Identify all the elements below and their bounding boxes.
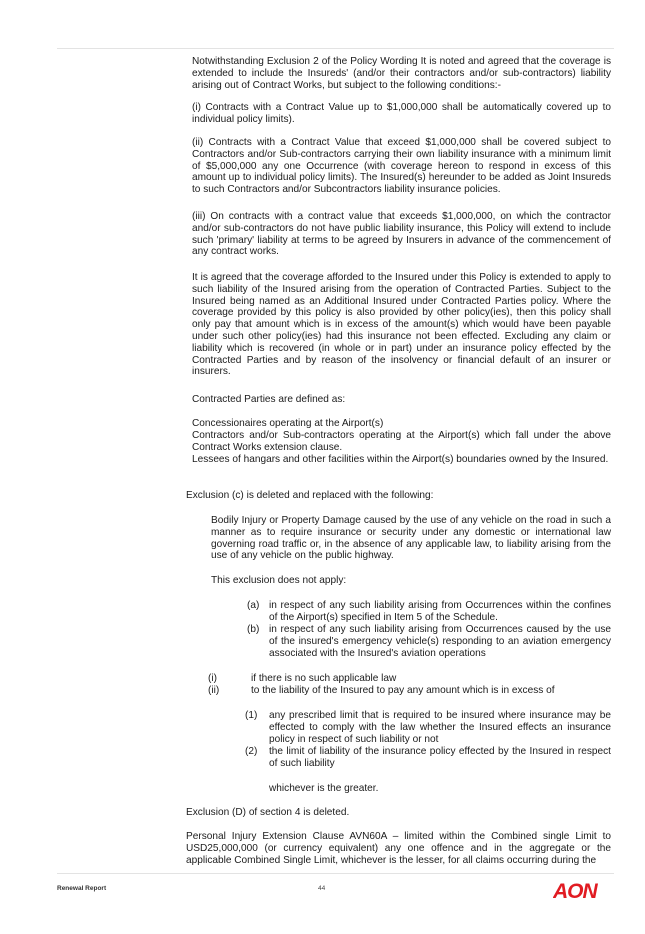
- paragraph-condition-iii: (iii) On contracts with a contract value that exceeds $1,000,000, on which the contractor and/or sub-contractors do not have public liability insurance, this Policy will extend to include such 'primary' liability at terms to be agreed by Insurers in advance of the commencement of any contract works.: [192, 211, 611, 258]
- list-item-text: in respect of any such liability arising from Occurrences within the confines of the Airport(s) specified in Item 5 of the Schedule.: [269, 600, 611, 623]
- paragraph-whichever-greater: whichever is the greater.: [269, 783, 379, 794]
- list-item-text: in respect of any such liability arising from Occurrences caused by the use of the insured's emergency vehicle(s) responding to an aviation emergency associated with the Insured's aviation operations: [269, 624, 611, 659]
- list-item-text: to the liability of the Insured to pay any amount which is in excess of: [251, 685, 555, 696]
- list-marker: (2): [245, 746, 258, 757]
- list-item-text: if there is no such applicable law: [251, 673, 397, 684]
- footer-report-title: Renewal Report: [57, 885, 107, 892]
- list-marker: (b): [247, 624, 260, 635]
- list-item: [245, 746, 611, 770]
- paragraph-contractors: Contractors and/or Sub-contractors operating at the Airport(s) which fall under the above Contract Works extension clause.: [192, 430, 611, 453]
- paragraph-exclusion-not-apply: This exclusion does not apply:: [211, 575, 347, 586]
- paragraph-concessionaires: Concessionaires operating at the Airport(s): [192, 418, 384, 429]
- paragraph-condition-ii: (ii) Contracts with a Contract Value that exceed $1,000,000 shall be covered subject to Contractors and/or Sub-contractors carrying their own liability insurance with a minimum limit of $5,000,000 any one Occurrence (with coverage hereon to respond in excess of this amount up to individual policy limits). The Insured(s) hereunder to be added as Joint Insureds to such Contractors and/or Subcontractors liability insurance policies.: [192, 137, 611, 196]
- list-item: [208, 685, 611, 697]
- paragraph-condition-i: (i) Contracts with a Contract Value up to $1,000,000 shall be automatically covered up to individual policy limits).: [192, 102, 611, 125]
- paragraph-contracted-parties-defined: Contracted Parties are defined as:: [192, 394, 346, 405]
- paragraph-contract-works: Notwithstanding Exclusion 2 of the Policy Wording It is noted and agreed that the coverage is extended to include the Insureds' (and/or their contractors and/or sub-contractors) liability arising out of Contract Works, but subject to the following conditions:-: [192, 56, 611, 91]
- paragraph-lessees: Lessees of hangars and other facilities within the Airport(s) boundaries owned by the Insured.: [192, 454, 609, 465]
- header-divider: [57, 48, 614, 49]
- page-number: 44: [318, 885, 326, 892]
- footer-divider: [57, 873, 614, 874]
- list-item: [208, 673, 611, 685]
- paragraph-exclusion-d: Exclusion (D) of section 4 is deleted.: [186, 807, 350, 818]
- aon-logo: [553, 879, 607, 901]
- list-marker: (i): [208, 673, 217, 684]
- list-item: [245, 710, 611, 746]
- aon-logo-wordmark: AON: [553, 880, 597, 901]
- paragraph-personal-injury: Personal Injury Extension Clause AVN60A – limited within the Combined single Limit to USD25,000,000 (or currency equivalent) any one offence and in the aggregate or the applicable Combined Single Limit, whichever is the lesser, for all claims occurring during the: [186, 831, 611, 866]
- list-marker: (1): [245, 710, 258, 721]
- list-marker: (a): [247, 600, 260, 611]
- list-item-text: any prescribed limit that is required to be insured where insurance may be effected to comply with the law whether the Insured effects an insurance policy in respect of such liability or not: [269, 710, 611, 745]
- list-marker: (ii): [208, 685, 220, 696]
- list-item: [247, 600, 611, 624]
- list-item-text: the limit of liability of the insurance policy effected by the Insured in respect of such liability: [269, 746, 611, 769]
- paragraph-contracted-parties-coverage: It is agreed that the coverage afforded to the Insured under this Policy is extended to apply to such liability of the Insured arising from the operation of Contracted Parties. Subject to the Insured being named as an Additional Insured under Contracted Parties policy. Where the coverage provided by this policy is also provided by other policy(ies), then this policy shall only pay that amount which is in excess of the amount(s) which would have been payable under such other policy(ies) had this insurance not been effected. Excluding any claim or liability which is recovered (in whole or in part) under an insurance policy effected by the Contracted Parties and by reason of the insolvency or financial default of an insurer or insurers.: [192, 272, 611, 378]
- paragraph-exclusion-c: Exclusion (c) is deleted and replaced with the following:: [186, 490, 434, 501]
- paragraph-bodily-injury: Bodily Injury or Property Damage caused by the use of any vehicle on the road in such a manner as to require insurance or security under any domestic or international law governing road traffic or, in the absence of any applicable law, to liability arising from the use of any vehicle on the public highway.: [211, 515, 611, 562]
- list-item: [247, 624, 611, 660]
